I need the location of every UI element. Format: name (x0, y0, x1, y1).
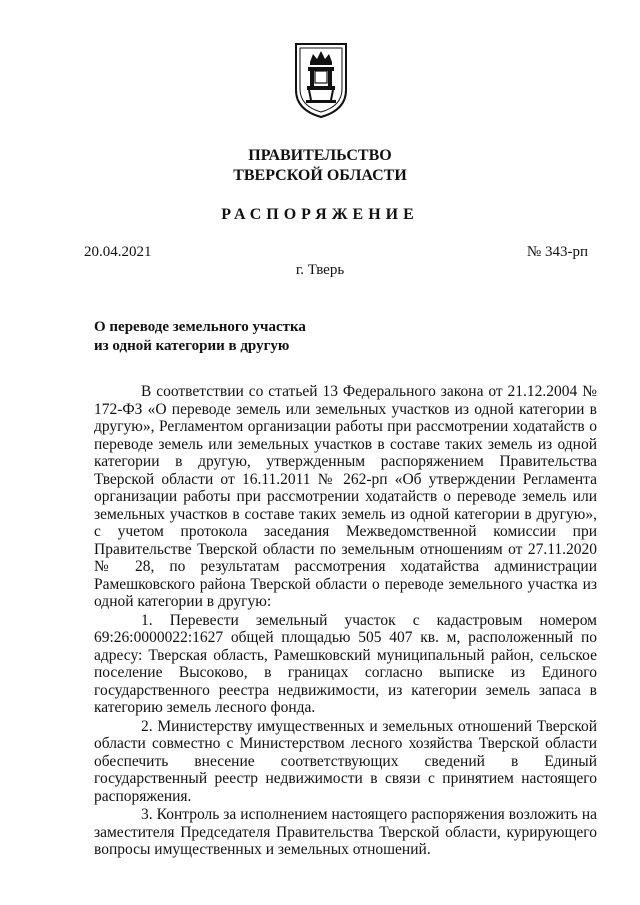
document-body (94, 383, 597, 860)
item-2-paragraph: 2. Министерству имущественных и земельных отношений Тверской области совместно с Министерством лесного хозяйства Тверской области обеспечить внесение соответствующих сведений в Единый государственный реестр недвижимости в связи с принятием настоящего распоряжения. (94, 717, 597, 805)
document-date: 20.04.2021 (84, 244, 152, 260)
organization-name (0, 146, 640, 186)
document-number: № 343-рп (526, 244, 588, 260)
document-subject (94, 318, 394, 356)
document-city: г. Тверь (295, 262, 345, 278)
item-3-paragraph: 3. Контроль за исполнением настоящего распоряжения возложить на заместителя Председателя Правительства Тверской области, курирующего вопросы имущественных и земельных отношений. (94, 806, 597, 858)
coat-of-arms-emblem (291, 40, 351, 120)
subject-line-1: О переводе земельного участка (94, 319, 306, 335)
document-type: РАСПОРЯЖЕНИЕ (221, 206, 419, 223)
organization-line-2: ТВЕРСКОЙ ОБЛАСТИ (233, 167, 407, 184)
preamble-paragraph: В соответствии со статьей 13 Федерального закона от 21.12.2004 № 172-ФЗ «О переводе земель или земельных участков из одной категории в другую», Регламентом организации работы при рассмотрении ходатайств о переводе земель или земельных участков в составе таких земель из одной категории в другую, утвержденным распоряжением Правительства Тверской области от 16.11.2011 № 262-рп «Об утверждении Регламента организации работы при рассмотрении ходатайств о переводе земель или земельных участков в составе таких земель из одной категории в другую», с учетом протокола заседания Межведомственной комиссии при Правительстве Тверской области по земельным отношениям от 27.11.2020 № 28, по результатам рассмотрения ходатайства администрации Рамешковского района Тверской области о переводе земельного участка из одной категории в другую: (94, 383, 597, 610)
subject-line-2: из одной категории в другую (94, 338, 290, 354)
organization-line-1: ПРАВИТЕЛЬСТВО (248, 147, 392, 164)
item-1-paragraph: 1. Перевести земельный участок с кадастровым номером 69:26:0000022:1627 общей площадью 505 407 кв. м, расположенный по адресу: Тверская область, Рамешковский муниципальный район, сельское поселение Высоково, в границах согласно выписке из Единого государственного реестра недвижимости, из категории земель запаса в категорию земель лесного фонда. (94, 611, 597, 716)
